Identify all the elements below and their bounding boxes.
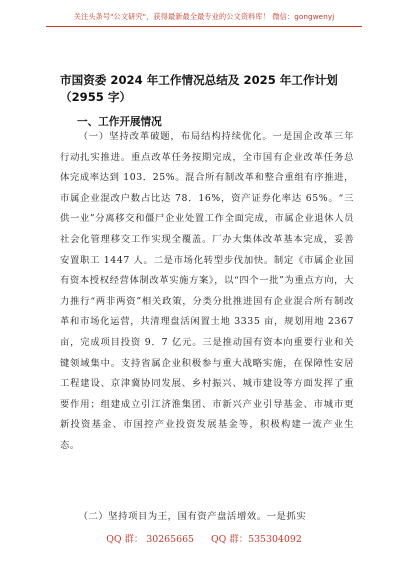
footer-qq-group-2: QQ 群：535304092: [211, 534, 302, 545]
document-title: 市国资委 2024 年工作情况总结及 2025 年工作计划（2955 字）: [60, 73, 338, 104]
body-paragraph-1: （一）坚持改革破题，布局结构持续优化。一是国企改革三年行动扎实推进。重点改革任务按期完成，全市国有企业改革任务总体完成率达到 103．25%。混合所有制改革和整合重组有序推进，市属企业混改户数占比达 78．16%，资产证券化率达 65%。“三供一业”分离移交和僵尸企业处置工作全面完成，市属企业退休人员社会化管理移交工作实现全覆盖。厂办大集体改革基本完成，妥善安置职工 1447 人。二是市场化转型步伐加快。制定《市属企业国有资本授权经营体制改革实施方案》，以“四个一批”为重点方向，大力推行“两非两资”相关政策，分类分批推进国有企业混合所有制改革和市场化运营，共清理盘活闲置土地 3335 亩，规划用地 2367 亩，完成项目投资 9．7 亿元。三是推动国有资本向重要行业和关键领域集中。支持省属企业积极参与重大战略实施，在保障性安居工程建设、京津冀协同发展、乡村振兴、城市建设等方面发挥了重要作用；组建成立引江济淮集团、市新兴产业引导基金、市城市更新投资基金、市国控产业投资发展基金等，积极构建一流产业生态。: [60, 131, 354, 451]
body-paragraph-2: （二）坚持项目为王，国有资产盘活增效。一是抓实: [78, 511, 307, 522]
header-divider: [46, 26, 362, 27]
footer-qq-group-1: QQ 群： 30265665: [106, 534, 195, 545]
footer-contact: [0, 531, 408, 545]
section-heading: 一、工作开展情况: [77, 116, 162, 128]
header-banner: 关注头条号"公文研究"，获得最新最全最专业的公文资料库！ 微信：gongwenyj: [73, 12, 335, 21]
